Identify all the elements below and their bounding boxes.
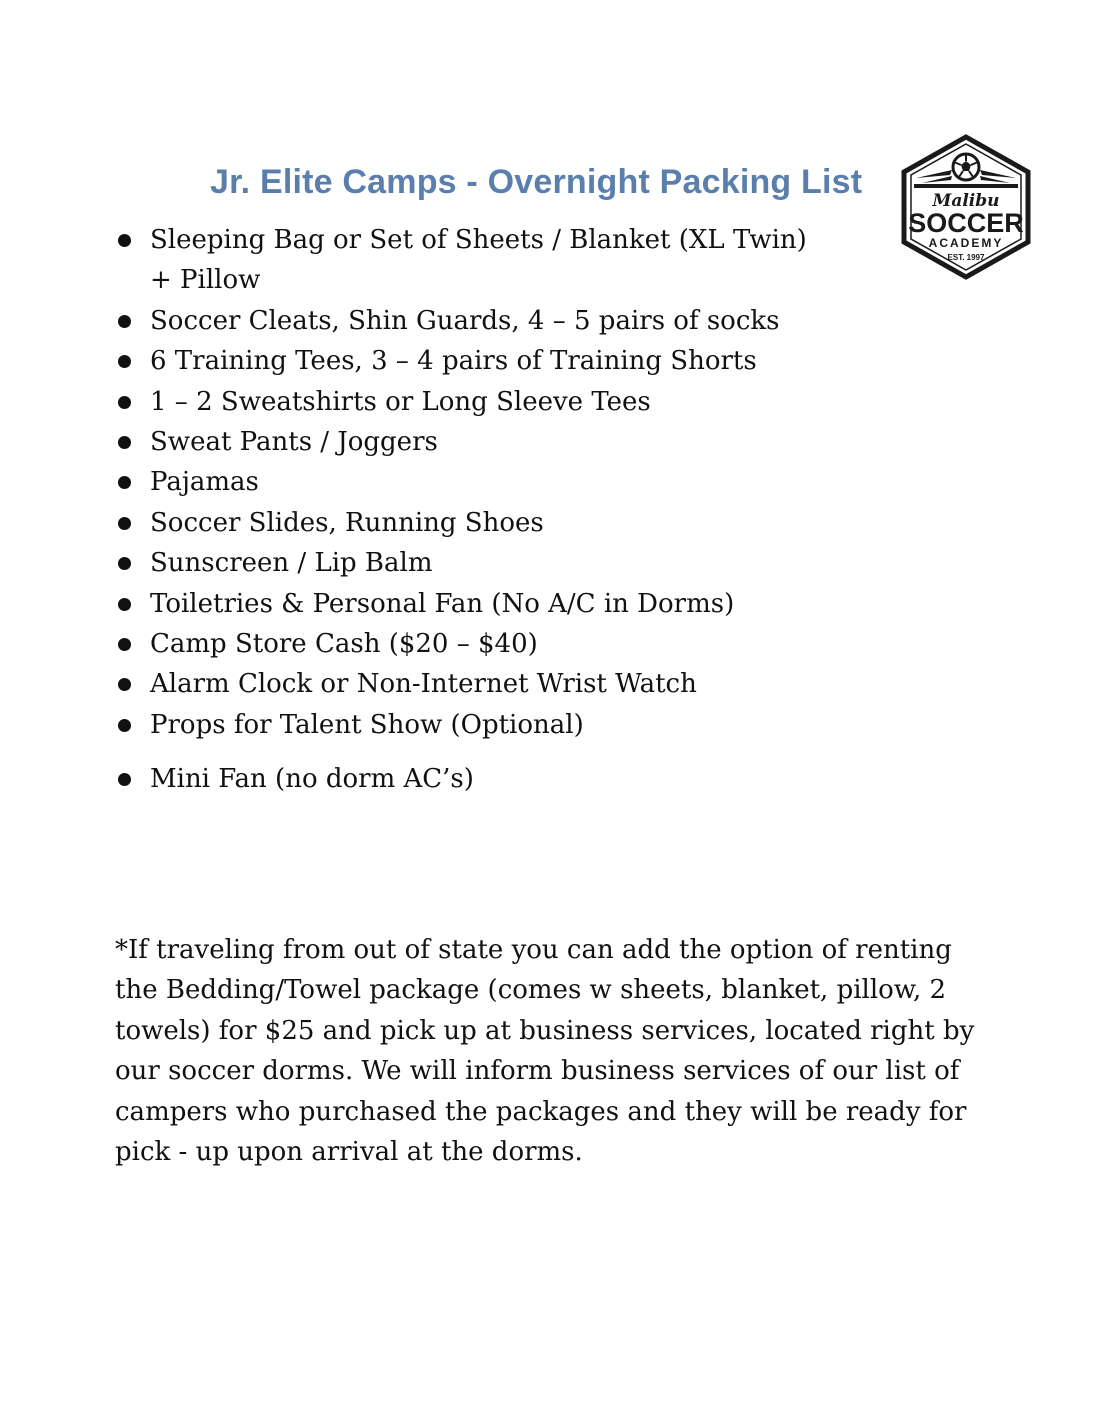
list-item-text: Soccer Cleats, Shin Guards, 4 – 5 pairs of socks [150,305,780,336]
bullet-icon [118,436,131,449]
bullet-icon [118,638,131,651]
list-item-text: Toiletries & Personal Fan (No A/C in Dorms) [150,588,735,619]
list-item-text: Pajamas [150,467,259,498]
page-title: Jr. Elite Camps - Overnight Packing List [210,162,863,201]
list-item-text: 1 – 2 Sweatshirts or Long Sleeve Tees [150,386,651,417]
logo-script-text: Malibu [932,191,1000,211]
list-item [115,422,855,462]
bullet-icon [118,719,131,732]
list-item-text: Sunscreen / Lip Balm [150,548,433,579]
bullet-icon [118,517,131,530]
packing-list [115,220,855,800]
bullet-icon [118,557,131,570]
list-item [115,543,855,583]
logo-sub-text: ACADEMY [928,236,1004,250]
bullet-icon [118,598,131,611]
logo-main-text: SOCCER [908,208,1024,238]
list-item [115,220,810,301]
list-item [115,341,855,381]
list-item [115,503,855,543]
list-item [115,759,855,799]
list-item [115,462,855,502]
bedding-rental-note: *If traveling from out of state you can add the option of renting the Bedding/Towel package (comes w sheets, blanket, pillow, 2 towels) for $25 and pick up at business services, located right by our soccer dorms. We will inform business services of our list of campers who purchased the packages and they will be ready for pick - up upon arrival at the dorms. [115,935,975,1168]
list-item [115,664,855,704]
bullet-icon [118,355,131,368]
list-item-text: Camp Store Cash ($20 – $40) [150,629,538,660]
list-item [115,705,855,745]
list-item-text: Props for Talent Show (Optional) [150,709,584,740]
bullet-icon [118,773,131,786]
bullet-icon [118,678,131,691]
list-item [115,624,855,664]
logo-horizon-bar [914,184,1018,188]
list-item-text: Sweat Pants / Joggers [150,427,438,458]
bullet-icon [118,476,131,489]
list-item [115,301,855,341]
bullet-icon [118,315,131,328]
soccer-ball-icon [953,154,979,180]
malibu-soccer-academy-logo [900,134,1032,280]
list-item [115,584,855,624]
logo-est-text: EST. 1997 [947,253,985,262]
list-item-text: Sleeping Bag or Set of Sheets / Blanket (XL Twin) + Pillow [150,225,807,296]
list-item-text: Mini Fan (no dorm AC’s) [150,764,474,795]
list-item-text: Soccer Slides, Running Shoes [150,507,544,538]
list-item-text: 6 Training Tees, 3 – 4 pairs of Training Shorts [150,346,757,377]
list-item-text: Alarm Clock or Non-Internet Wrist Watch [150,669,697,700]
list-item [115,382,855,422]
bullet-icon [118,234,131,247]
bullet-icon [118,396,131,409]
